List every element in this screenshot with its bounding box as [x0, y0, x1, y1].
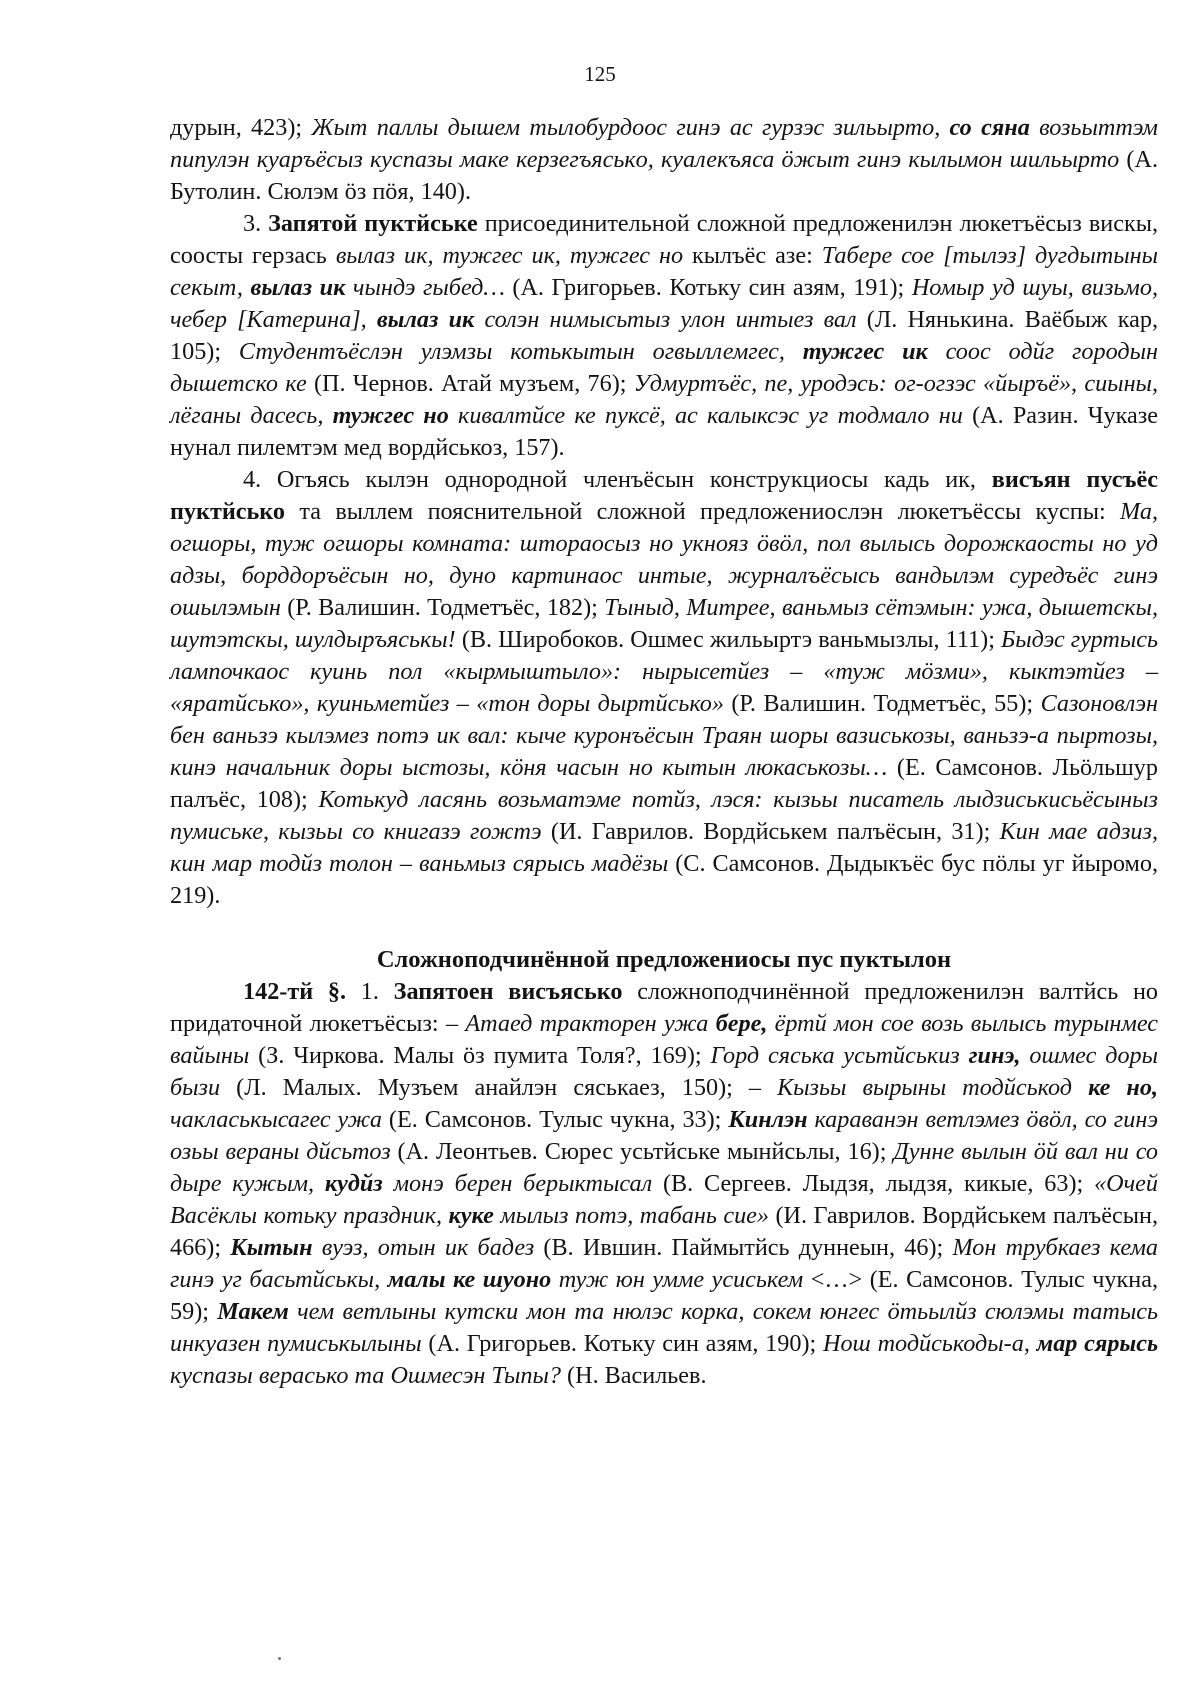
text-run: ошмес доры бызи — [170, 1042, 1159, 1101]
text-run: Ма, огшоры, туж огшоры комната: штораосыз но укнояз öвöл, пол вылысь дорожкаосты но уд адзы, борддоръёсын но, дуно картинаос интые, журналъёсысь вандылэм суредъёс гинэ ошылэмын — [170, 498, 1158, 621]
text-run: ёртй мон сое возь вылысь турынмес вайыны — [170, 1010, 1158, 1069]
text-run: (З. Чиркова. Малы öз пумита Толя?, 169); — [249, 1042, 711, 1069]
text-run: Запятоен висъясько — [393, 978, 623, 1005]
text-run: сложноподчинённой предложенилэн валтйсь но придаточной люкетъёсыз: – — [170, 978, 1159, 1037]
text-run: Атаед тракторен ужа — [465, 1010, 716, 1037]
page-number: 125 — [584, 62, 616, 86]
text-run: 4. Огъясь кылэн однородной членъёсын конструкциосы кадь ик, — [243, 466, 992, 493]
text-run: Студентъёслэн улэмзы котькытын огвыллемгес, — [238, 338, 803, 365]
text-run: вылаз ик, тужгес ик, тужгес но — [335, 242, 684, 269]
text-run: (И. Гаврилов. Вордйськем палъёсын, 31); — [541, 818, 1000, 845]
text-run: Нош тодйськоды-а, — [823, 1330, 1037, 1357]
text-run: 142-тй §. — [243, 978, 347, 1005]
text-run: малы ке шуоно — [387, 1266, 552, 1293]
text-run: караванэн ветлэмез öвöл, со гинэ озьы вераны дйсьтоз — [170, 1106, 1158, 1165]
text-run: (И. Гаврилов. Вордйськем палъёсын, 466); — [170, 1202, 1159, 1261]
text-run: (Р. Валишин. Тодметъёс, 55); — [723, 690, 1041, 717]
text-run: Удмуртъёс, пе, уродэсь: ог-огзэс «йыръё», сиыны, лёганы дасесь, — [170, 370, 1158, 429]
text-run: (П. Чернов. Атай музъем, 76); — [306, 370, 634, 397]
paragraph-section-142 — [170, 976, 1158, 1392]
text-run: (А. Григорьев. Котьку син азям, 190); — [421, 1330, 823, 1357]
paragraph-rule-4 — [170, 464, 1158, 912]
text-run: Макем — [217, 1298, 289, 1325]
text-run: присоединительной сложной предложенилэн люкетъёсыз вискы, соосты герзась — [170, 210, 1158, 269]
text-run: кылъёс азе: — [683, 242, 822, 269]
text-run: (С. Самсонов. Дыдыкъёс бус пöлы уг йыромо, 219). — [170, 850, 1158, 909]
text-run: монэ берен берыктысал — [382, 1170, 653, 1197]
text-run: ке но, — [1088, 1074, 1158, 1101]
text-run: куке — [448, 1202, 494, 1229]
text-run: Кин мае адзиз, кин мар тодйз толон – ваньмыз сярысь мадёзы — [170, 818, 1158, 877]
text-run: Горд сяська усьтйськиз — [710, 1042, 969, 1069]
text-run: висъян пусъёс пуктйсько — [170, 466, 1159, 525]
text-run: (А. Леонтьев. Сюрес усьтйське мынйсьлы, 16); — [390, 1138, 894, 1165]
text-run: чакласькысагес ужа — [170, 1106, 382, 1133]
text-run: (Е. Самсонов. Льöльшур палъёс, 108); — [170, 754, 1158, 813]
text-run: туж юн умме усиськем — [551, 1266, 804, 1293]
text-run: (Р. Валишин. Тодметъёс, 182); — [280, 594, 605, 621]
text-run: Жыт паллы дышем тылобурдоос гинэ ас гурзэс зильырто, — [311, 114, 950, 141]
text-run: (В. Сергеев. Лыдзя, лыдзя, кикые, 63); — [652, 1170, 1095, 1197]
text-run: тужгес но — [332, 402, 449, 429]
text-run: Табере сое [тылэз] дугдытыны секыт, — [170, 242, 1158, 301]
text-run: Быдэс гуртысь лампочкаос куинь пол «кырмыштыло»: нырысетйез – «туж мöзми», кыктэтйез – «яратйсько», куиньметйез – «тон доры дыртйсько» — [170, 626, 1158, 717]
text-run: Котькуд ласянь возьматэме потйз, лэся: кызьы писатель лыдзиськисьёсыныз пумиське, кызьы со книгазэ гожтэ — [170, 786, 1158, 845]
text-run: вылаз ик — [376, 306, 475, 333]
text-run: Кытын — [230, 1234, 313, 1261]
scan-speck — [278, 1657, 281, 1660]
text-run: тужгес ик — [802, 338, 928, 365]
text-run: гинэ, — [968, 1042, 1021, 1069]
paragraph-rule-3 — [170, 208, 1158, 464]
text-run: Кинлэн — [728, 1106, 808, 1133]
text-run: мылыз потэ, табань сие» — [493, 1202, 769, 1229]
text-run: бере, — [715, 1010, 768, 1037]
text-run: «Очей Васёклы котьку праздник, — [170, 1170, 1158, 1229]
text-run: вуэз, отын ик бадез — [312, 1234, 535, 1261]
paragraph-1 — [170, 112, 1158, 208]
text-run: возьыттэм пипулэн куаръёсыз куспазы маке керзегъяськo, куалекъяса öжыт гинэ кылымон шильырто — [170, 114, 1158, 173]
section-heading: Сложноподчинённой предложениосы пус пуктылон — [376, 946, 952, 973]
text-run: (В. Ившин. Паймытйсь дуннеын, 46); — [534, 1234, 953, 1261]
text-run: кивалтйсе ке пуксё, ас калыксэс уг тодмало ни — [448, 402, 963, 429]
text-run: 1. — [346, 978, 394, 1005]
text-run: со сяна — [949, 114, 1030, 141]
text-run: Мон трубкаез кема гинэ уг басьтйськы, — [170, 1234, 1158, 1293]
text-run: дурын, 423); — [170, 114, 312, 141]
text-run: чындэ гыбед… — [345, 274, 505, 301]
text-column — [170, 112, 1158, 1392]
text-run: (А. Разин. Чуказе нунал пилемтэм мед вордйськоз, 157). — [170, 402, 1158, 461]
text-run: (Н. Васильев. — [561, 1362, 707, 1389]
text-run: (Л. Малых. Музъем анайлэн сяськаез, 150); – — [220, 1074, 778, 1101]
text-run: Тыныд, Митрее, ваньмыз сётэмын: ужа, дышетскы, шутэтскы, шулдыръяськы! — [170, 594, 1158, 653]
text-run: Запятой пуктйське — [268, 210, 478, 237]
text-run: Дунне вылын öй вал ни со дыре кужым, — [170, 1138, 1158, 1197]
text-run: вылаз ик — [250, 274, 346, 301]
text-run: кудйз — [324, 1170, 383, 1197]
text-run: Кызьы вырыны тодйськод — [777, 1074, 1089, 1101]
text-run: мар сярысь — [1036, 1330, 1158, 1357]
text-run: куспазы верасько та Ошмесэн Тыпы? — [170, 1362, 561, 1389]
text-run: (Л. Нянькина. Ваёбыж кар, 105); — [170, 306, 1158, 365]
text-run: (А. Григорьев. Котьку син азям, 191); — [504, 274, 912, 301]
text-run: соос одйг городын дышетско ке — [170, 338, 1158, 397]
text-run: Номыр уд шуы, визьмо, чебер [Катерина], — [170, 274, 1158, 333]
text-run: (Е. Самсонов. Тулыс чукна, 33); — [381, 1106, 729, 1133]
text-run: та выллем пояснительной сложной предложениослэн люкетъёссы куспы: — [285, 498, 1121, 525]
text-run: чем ветлыны кутски мон та нюлэс корка, сокем юнгес öтьылйз сюлэмы татысь инкуазен пумиськылыны — [170, 1298, 1158, 1357]
text-run: 3. — [243, 210, 269, 237]
text-run: (В. Широбоков. Ошмес жильыртэ ваньмызлы, 111); — [455, 626, 1002, 653]
text-run: <…> (Е. Самсонов. Тулыс чукна, 59); — [170, 1266, 1158, 1325]
text-run: солэн нимысьтыз улон интыез вал — [474, 306, 857, 333]
text-run: Сазоновлэн бен ваньзэ кылэмез потэ ик вал: кыче куронъёсын Траян шоры вазиськозы, ваньзэ-а пыртозы, кинэ начальник доры ыстозы, кöня часын но кытын люкаськозы… — [170, 690, 1158, 781]
text-run: (А. Бутолин. Сюлэм öз пöя, 140). — [170, 146, 1158, 205]
